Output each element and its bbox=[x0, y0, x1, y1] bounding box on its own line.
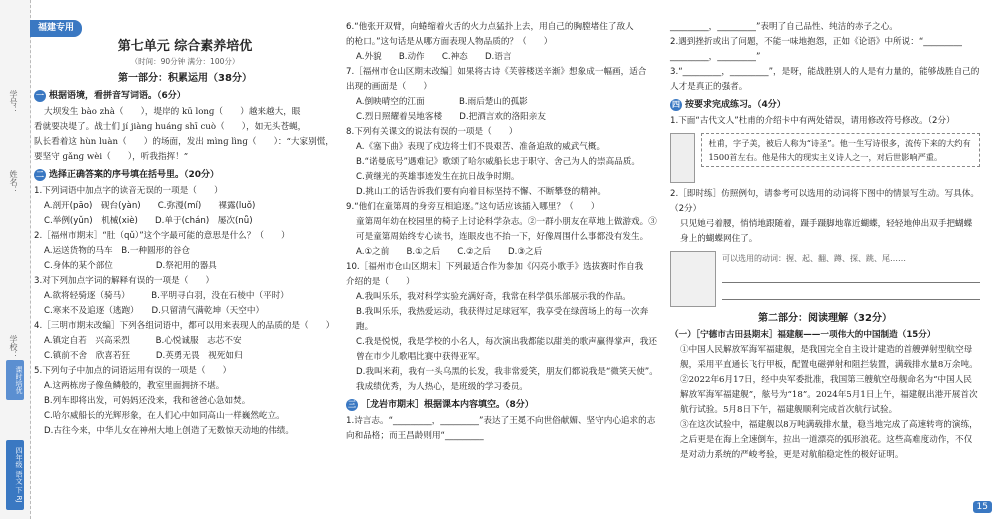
q8-option-a: A.《塞下曲》表现了戍边将士们不畏艰苦、准备追敌的威武气概。 bbox=[356, 142, 606, 152]
pinyin-line-1: 大坝发生 bào zhà（ ），堤岸的 kū lonɡ（ ）越来越大，眼 bbox=[44, 107, 301, 117]
q7-options-a: A.倒映晴空的江面 B.雨后楚山的孤影 bbox=[356, 97, 528, 107]
q8-option-d: D.挑山工的话告诉我们要有向着目标坚持不懈、不断攀登的精神。 bbox=[356, 187, 606, 197]
q10-option-a: A.我叫乐乐，我对科学实验充满好奇，我常在科学俱乐部展示我的作品。 bbox=[356, 292, 631, 302]
pinyin-line-3: 队长看着这 hùn luàn（ ）的场面，发出 mìnɡ lìnɡ（ ）：“大家别慌， bbox=[34, 137, 334, 147]
answer-line-1[interactable] bbox=[722, 269, 980, 283]
section-pinyin: 一 根据语境，看拼音写词语。（6分） bbox=[36, 91, 186, 101]
page-number: 15 bbox=[973, 501, 992, 513]
middle-column bbox=[346, 20, 661, 444]
q1-options-b: C.举例(yǔn) 机械(xiè) D.单于(chán) 屡次(nǚ) bbox=[44, 216, 253, 226]
q5: 5.下列句子中加点的词语运用有误的一项是（ ） bbox=[34, 366, 232, 376]
part2-title: 第二部分：阅读理解（32分） bbox=[758, 313, 892, 324]
q1: 1.下列词语中加点字的读音无误的一项是（ ） bbox=[34, 186, 223, 196]
edition-banner: 福建专用 bbox=[30, 20, 82, 37]
q3-options-a: A.欲将轻骑逐（骑马） B.平明寻白羽，没在石棱中（平时） bbox=[44, 291, 289, 301]
pinyin-line-2: 看就要决堤了。战士们 jí jiànɡ huánɡ shī cuò（ ），如无头苍蝇， bbox=[34, 122, 307, 132]
q5-option-b: B.列车即将出发，可妈妈还没来，我和爸爸心急如焚。 bbox=[44, 396, 251, 406]
practice-1: 1.下面“古代文人”杜甫的介绍卡中有两处错误，请用修改符号修改。（2分） bbox=[670, 116, 955, 126]
q5-option-a: A.这两栋房子像鱼鳞般的，教室里面拥挤不堪。 bbox=[44, 381, 225, 391]
q9: 9.“他们在童第周的身旁互相追逐。”这句话应该插入哪里？（ ） bbox=[346, 202, 600, 212]
answer-line-2[interactable] bbox=[722, 286, 980, 300]
fill-1-cont: _________，_________”表明了自己品性、纯洁的赤子之心。 bbox=[670, 22, 898, 32]
q10: 10.［福州市仓山区期末］下列最适合作为参加《闪亮小歌手》选拔赛时作自我 bbox=[346, 262, 644, 272]
left-column bbox=[34, 20, 336, 439]
section-choice: 二 选择正确答案的序号填在括号里。（20分） bbox=[36, 170, 220, 180]
q4-options-b: C.镇前不舍 欣喜若狂 D.英勇无畏 视死如归 bbox=[44, 351, 243, 361]
fill-2: 2.遇到挫折或出了问题，不能一味地抱怨，正如《论语》中所说：“_________ bbox=[670, 37, 962, 47]
binding-strip bbox=[0, 0, 31, 519]
fill-2-cont: _________，_________” bbox=[670, 52, 761, 62]
practice-2-example: 只见她弓着腰，悄悄地跟随着，蹑手蹑脚地靠近蝴蝶，轻轻地伸出双手把蝴蝶身上的蝴蝶网住了。 bbox=[680, 219, 973, 244]
q10-option-b: B.我叫乐乐，我热爱运动，我获得过足球冠军，我享受在绿茵场上的每一次奔跑。 bbox=[356, 307, 649, 332]
q7: 7.［福州市仓山区期末改编］如果将古诗《芙蓉楼送辛渐》想象成一幅画，适合 bbox=[346, 67, 647, 77]
du-fu-portrait-icon bbox=[670, 133, 695, 183]
butterfly-scene bbox=[670, 251, 980, 307]
school-label: 学校： bbox=[9, 335, 18, 359]
q2-options-a: A.运送货物的马车 B.一种圆形的谷仓 bbox=[44, 246, 190, 256]
fill-1: 1.诗言志。“_________，_________”表达了王冕不向世俗献媚、坚守内心追求的志向和品格；而王昌龄则用“_________ bbox=[346, 416, 656, 441]
q1-options-a: A.剖开(pāo) 砚台(yàn) C.弥漫(mí) 裸露(luǒ) bbox=[44, 201, 256, 211]
verb-hint: 可以选用的动词：握、起、翻、蹲、探、跳、尾…… bbox=[722, 254, 906, 263]
q5-option-c: C.哈尔威船长的光辉形象，在人们心中如同高山一样巍然屹立。 bbox=[44, 411, 285, 421]
fill-3: 3.“_________，_________”，是呀，能战胜别人的人是有力量的，能够战胜自己的人才是真正的强者。 bbox=[670, 67, 980, 92]
q6-cont: 的枪口。”这句话是从哪方面表现人物品质的？（ ） bbox=[346, 37, 553, 47]
q5-option-d: D.古往今来，中华儿女在神州大地上创造了无数惊天动地的伟绩。 bbox=[44, 426, 294, 436]
q10-option-c: C.我是悦悦，我是学校的小名人，每次演出我都能以甜美的歌声赢得掌声，我还曾在市少儿歌唱比赛中获得亚军。 bbox=[356, 337, 657, 362]
practice-2: 2.［即时练］仿照例句，请参考可以选用的动词将下图中的情景写生动。写具体。（2分） bbox=[670, 189, 979, 214]
pinyin-line-4: 要坚守 ɡǎnɡ wèi（ ），听我指挥！” bbox=[34, 152, 189, 162]
q8: 8.下列有关课文的说法有误的一项是（ ） bbox=[346, 127, 518, 137]
q9-options: A.①之前 B.①之后 C.②之后 D.③之后 bbox=[356, 247, 543, 257]
q8-option-b: B.“诺曼底号”遇难记》歌颂了哈尔威船长忠于职守、舍己为人的崇高品质。 bbox=[356, 157, 640, 167]
series-bar: 课时培优 bbox=[6, 360, 24, 400]
q2: 2.［福州市期末］“肚（qǔ）”这个字最可能的意思是什么？（ ） bbox=[34, 231, 290, 241]
part1-title: 第一部分：积累运用（38分） bbox=[118, 73, 252, 84]
q3: 3.对下列加点字词的解释有误的一项是（ ） bbox=[34, 276, 215, 286]
q9-passage: 童第周年幼在校园里的椅子上讨论科学杂志。②一群小朋友在草地上做游戏。③可是童第周始终专心读书，连眼皮也不抬一下，好像周围什么事都没有发生。 bbox=[356, 217, 657, 242]
du-fu-card bbox=[670, 133, 980, 183]
student-name-label: 姓名： bbox=[9, 170, 18, 194]
du-fu-intro: 杜甫，字子美，被后人称为“诗圣”。他一生写诗很多，流传下来的大约有1500首左右。他是伟大的现实主义诗人之一，对后世影响严重。 bbox=[701, 133, 980, 167]
q4: 4.［三明市期末改编］下列各组词语中，都可以用来表现人的品质的是（ ） bbox=[34, 321, 335, 331]
reading-1-para-2: ②2022年6月17日，经中央军委批准，我国第三艘航空母舰命名为“中国人民解放军海军福建舰”，舷号为“18”。2024年5月1日上午，福建舰出港开展首次航行试验。5月8日下午，福建舰顺利完成首次航行试验。 bbox=[680, 375, 978, 415]
q4-options-a: A.镇定自若 兴高采烈 B.心悦诚服 志芯不安 bbox=[44, 336, 242, 346]
right-column bbox=[670, 20, 980, 463]
q8-option-c: C.黄继光的英雄事迹发生在抗日战争时期。 bbox=[356, 172, 520, 182]
exam-meta: （时间：90分钟 满分：100分） bbox=[130, 57, 240, 66]
q3-options-b: C.寒来不及追逐（逃跑） D.只留清气满乾坤（天空中） bbox=[44, 306, 265, 316]
reading-1-para-3: ③在这次试验中，福建舰以8万吨满载排水量，稳当地完成了高速转弯的演练，之后更是在海上全速倒车，拉出一道漂亮的弧形浪花。这些高难度动作，不仅是对动力系统的严峻考验，更是对航舶稳定性的极好证明。 bbox=[680, 420, 978, 460]
reading-1-title: （一）［宁德市古田县期末］福建舰——一项伟大的中国制造（15分） bbox=[670, 330, 936, 340]
q2-options-b: C.身体的某个部位 D.祭祀用的器具 bbox=[44, 261, 217, 271]
unit-title: 第七单元 综合素养培优 bbox=[117, 39, 253, 54]
q7-options-b: C.烈日照耀着吴地客楼 D.把酒言欢的洛阳亲友 bbox=[356, 112, 546, 122]
section-fill: 三 ［龙岩市期末］根据课本内容填空。（8分） bbox=[348, 400, 534, 410]
reading-1-para-1: ①中国人民解放军海军福建舰，是我国完全自主设计建造的首艘弹射型航空母舰，采用平直通长飞行甲板，配置电磁弹射和阻拦装置，满载排水量8万余吨。 bbox=[680, 345, 978, 370]
girl-catching-butterfly-icon bbox=[670, 251, 716, 307]
q10-option-d: D.我叫米莉，我有一头乌黑的长发，我非常爱笑，朋友们都说我是“微笑天使”。我成绩优秀，为人热心，是班级的学习委员。 bbox=[356, 367, 658, 392]
q6-options: A.外貌 B.动作 C.神态 D.语言 bbox=[356, 52, 512, 62]
q10-cont: 介绍的是（ ） bbox=[346, 277, 415, 287]
q6: 6.“他张开双臂，向蜷缩着火舌的火力点猛扑上去，用自己的胸膛堵住了敌人 bbox=[346, 22, 634, 32]
student-number-label: 学号： bbox=[9, 90, 18, 114]
q7-cont: 出现的画面是（ ） bbox=[346, 82, 432, 92]
section-practice: 四 按要求完成练习。（4分） bbox=[672, 100, 786, 110]
grade-bar: 四年级 语文 下 RJ bbox=[6, 440, 24, 510]
